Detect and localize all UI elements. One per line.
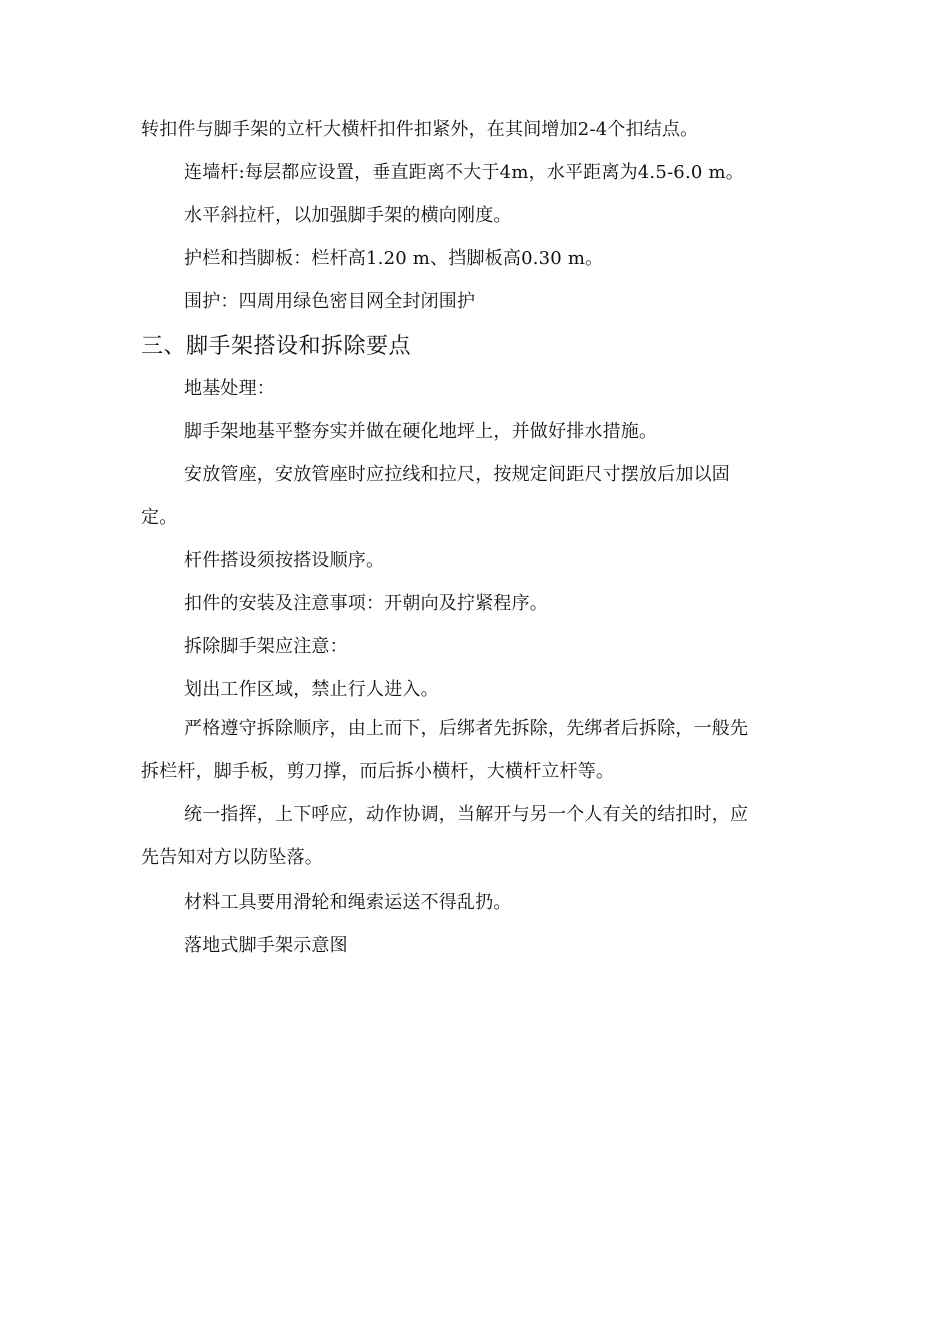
paragraph-base-line1: 安放管座，安放管座时应拉线和拉尺，按规定间距尺寸摆放后加以固	[184, 464, 730, 485]
paragraph-command-line2: 先告知对方以防坠落。	[141, 847, 323, 868]
paragraph-enclosure: 围护：四周用绿色密目网全封闭围护	[184, 291, 476, 312]
paragraph-order-line1: 严格遵守拆除顺序，由上而下，后绑者先拆除，先绑者后拆除，一般先	[184, 718, 749, 739]
paragraph-base-line2: 定。	[141, 507, 178, 528]
paragraph-work-zone: 划出工作区域，禁止行人进入。	[184, 679, 439, 700]
paragraph-diagonal-braces: 水平斜拉杆，以加强脚手架的横向刚度。	[184, 205, 512, 226]
section-heading: 三、脚手架搭设和拆除要点	[141, 334, 412, 359]
paragraph-command-line1: 统一指挥，上下呼应，动作协调，当解开与另一个人有关的结扣时，应	[184, 804, 749, 825]
paragraph-line: 转扣件与脚手架的立杆大横杆扣件扣紧外，在其间增加2-4个扣结点。	[141, 119, 699, 140]
paragraph-wall-ties: 连墙杆:每层都应设置，垂直距离不大于4m，水平距离为4.5-6.0 m。	[184, 162, 744, 183]
paragraph-foundation-title: 地基处理：	[184, 378, 275, 399]
paragraph-guardrails: 护栏和挡脚板：栏杆高1.20 m、挡脚板高0.30 m。	[184, 248, 604, 269]
paragraph-fasteners: 扣件的安装及注意事项：开朝向及拧紧程序。	[184, 593, 548, 614]
paragraph-foundation: 脚手架地基平整夯实并做在硬化地坪上，并做好排水措施。	[184, 421, 658, 442]
paragraph-erection-order: 杆件搭设须按搭设顺序。	[184, 550, 385, 571]
paragraph-order-line2: 拆栏杆，脚手板，剪刀撑，而后拆小横杆，大横杆立杆等。	[141, 761, 615, 782]
paragraph-dismantle-title: 拆除脚手架应注意：	[184, 636, 348, 657]
paragraph-materials: 材料工具要用滑轮和绳索运送不得乱扔。	[184, 892, 512, 913]
figure-caption: 落地式脚手架示意图	[184, 935, 348, 956]
